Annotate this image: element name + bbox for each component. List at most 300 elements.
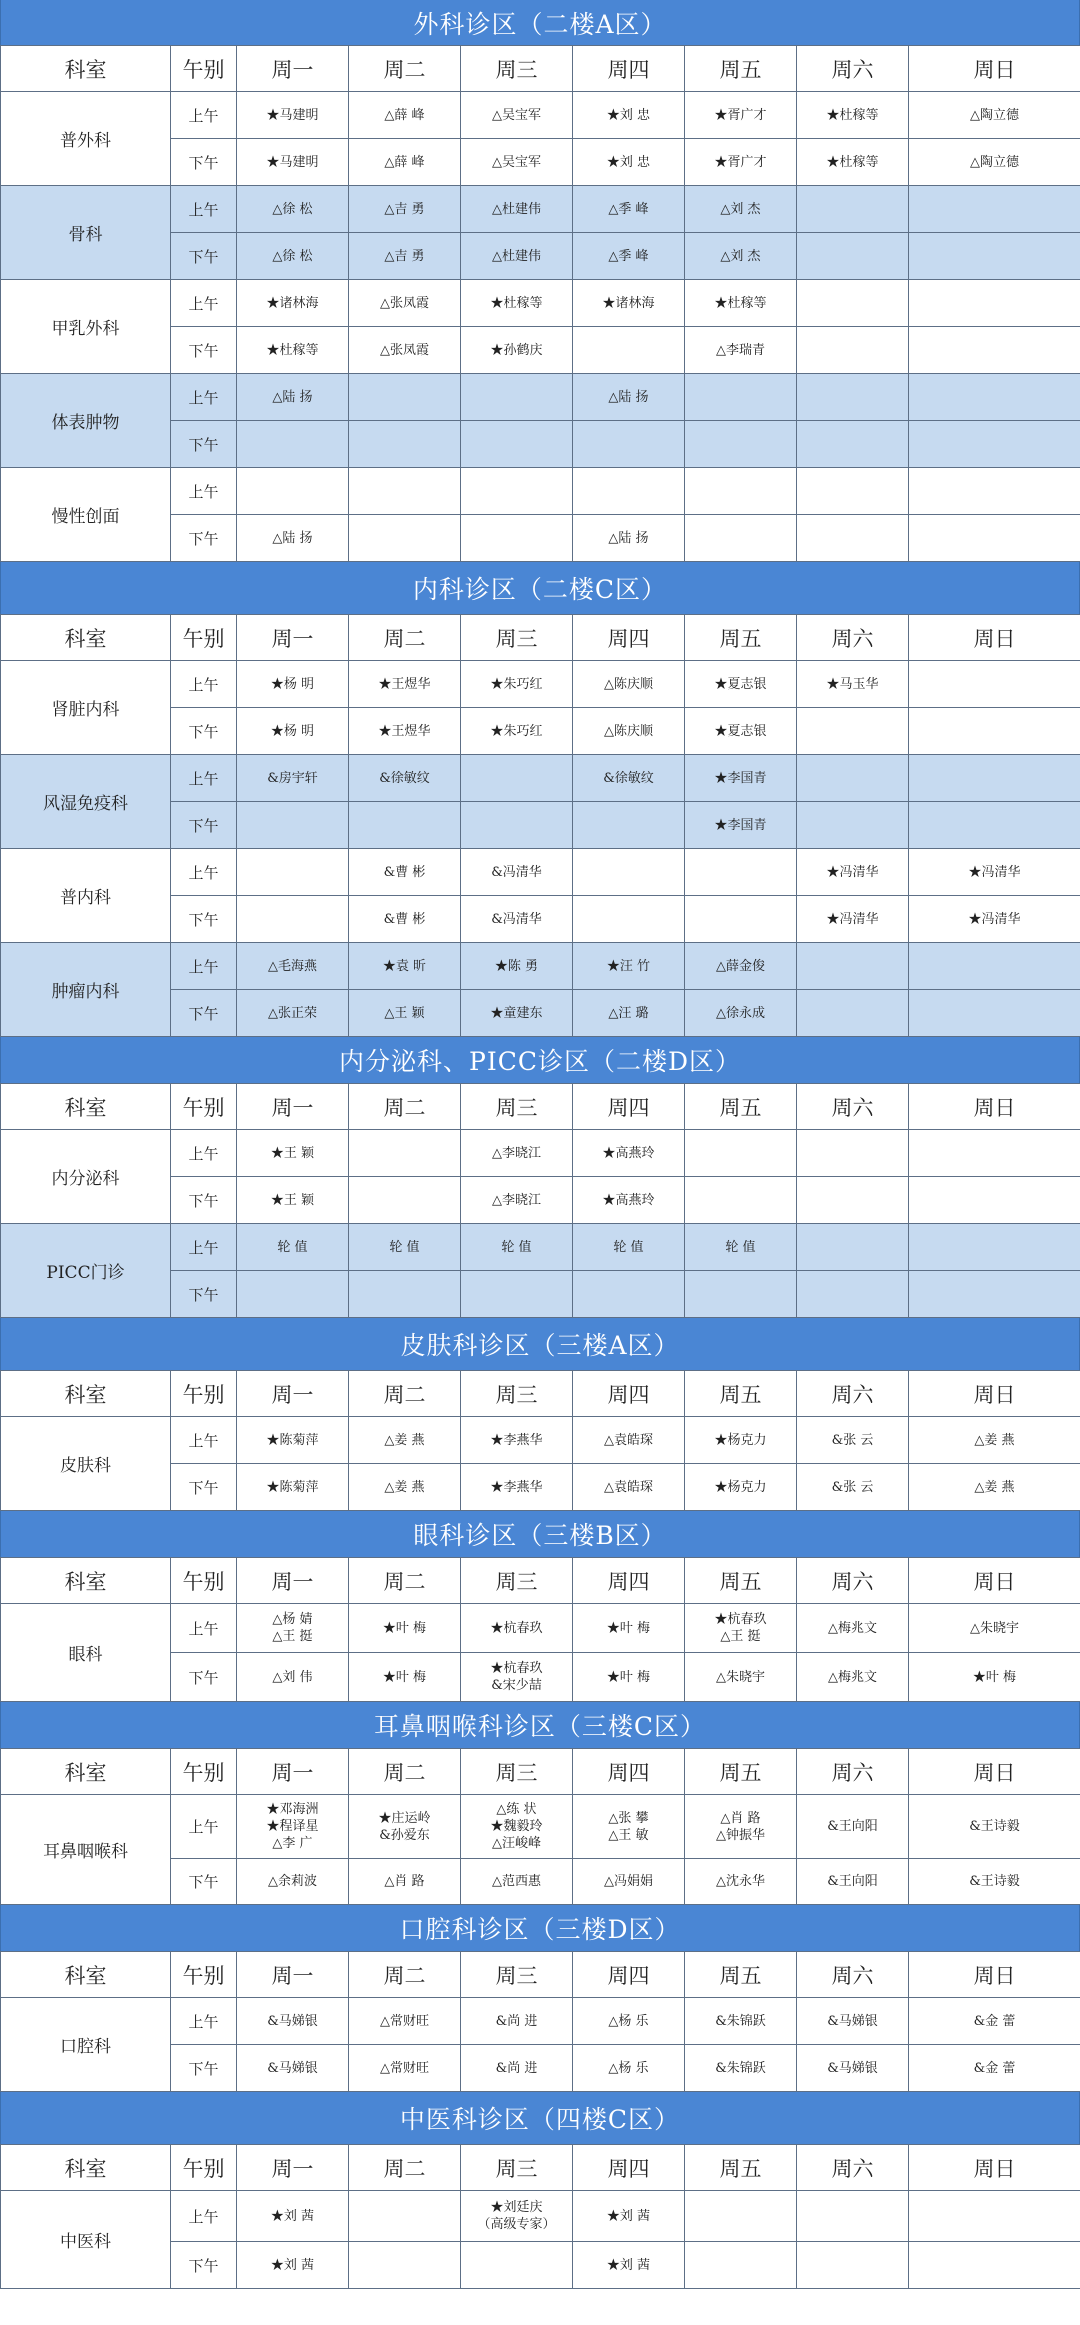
clinic-zone: [0, 1905, 1080, 2092]
doctor-cell: [797, 1604, 909, 1653]
doctor-name: &曹 彬: [383, 864, 426, 880]
doctor-cell: [797, 802, 909, 849]
department-name: 肿瘤内科: [1, 943, 171, 1037]
doctor-cell: [573, 661, 685, 708]
column-header: 周二: [349, 1084, 461, 1130]
doctor-cell: [573, 280, 685, 327]
column-header: 周五: [685, 1749, 797, 1795]
column-header: 周一: [237, 46, 349, 92]
doctor-name: △徐永成: [716, 1005, 765, 1021]
period-label: 上午: [171, 849, 237, 896]
doctor-cell: [349, 233, 461, 280]
doctor-cell: [349, 1604, 461, 1653]
period-label: 上午: [171, 92, 237, 139]
doctor-name: △陆 扬: [608, 389, 649, 405]
doctor-name: &冯清华: [491, 864, 542, 880]
doctor-cell: [573, 327, 685, 374]
doctor-cell: [909, 1417, 1080, 1464]
doctor-cell: [237, 1604, 349, 1653]
doctor-cell: [461, 233, 573, 280]
department-name: 耳鼻咽喉科: [1, 1795, 171, 1905]
column-header: 午别: [171, 1952, 237, 1998]
column-header: 周二: [349, 46, 461, 92]
doctor-name: △李晓江: [492, 1192, 541, 1208]
table-row: [1, 92, 1080, 139]
column-header: 午别: [171, 615, 237, 661]
doctor-name: △刘 伟: [272, 1669, 313, 1685]
doctor-cell: [685, 708, 797, 755]
column-header: 周五: [685, 615, 797, 661]
doctor-name: △余莉波: [268, 1874, 317, 1889]
doctor-name: ★杜稼等: [266, 342, 319, 358]
doctor-cell: [237, 468, 349, 515]
doctor-cell: [237, 1998, 349, 2045]
doctor-name: ★冯清华: [968, 864, 1021, 880]
doctor-name: △陈庆顺: [604, 676, 653, 692]
doctor-name: ★李国青: [714, 817, 767, 833]
doctor-name: ★杭春玖: [714, 1612, 767, 1627]
table-row: [1, 849, 1080, 896]
doctor-cell: [237, 708, 349, 755]
column-header: 周二: [349, 1952, 461, 1998]
column-header: 周一: [237, 615, 349, 661]
doctor-cell: [909, 2242, 1080, 2289]
doctor-cell: [573, 1998, 685, 2045]
column-header: 周四: [573, 1952, 685, 1998]
doctor-name: △朱晓宇: [970, 1620, 1019, 1636]
doctor-cell: [685, 943, 797, 990]
doctor-name: △常财旺: [380, 2060, 429, 2076]
header-row: [1, 1749, 1080, 1795]
doctor-cell: [685, 468, 797, 515]
doctor-name: △杨 乐: [608, 2060, 649, 2076]
doctor-cell: [237, 421, 349, 468]
doctor-cell: [685, 1604, 797, 1653]
doctor-name: △杨 婧: [272, 1612, 313, 1627]
doctor-cell: [909, 1271, 1080, 1318]
doctor-cell: [461, 1859, 573, 1905]
doctor-name: ★叶 梅: [606, 1620, 651, 1636]
doctor-cell: [797, 1417, 909, 1464]
doctor-cell: [909, 1130, 1080, 1177]
doctor-name: ★叶 梅: [382, 1620, 427, 1636]
table-row: [1, 1130, 1080, 1177]
doctor-cell: [797, 515, 909, 562]
doctor-cell: [797, 1271, 909, 1318]
doctor-cell: [349, 849, 461, 896]
doctor-name: &冯清华: [491, 911, 542, 927]
doctor-name: 轮 值: [277, 1239, 308, 1255]
doctor-cell: [797, 468, 909, 515]
column-header: 周二: [349, 2145, 461, 2191]
doctor-name: ★王煜华: [378, 723, 431, 739]
doctor-name: ★叶 梅: [972, 1669, 1017, 1685]
period-label: 上午: [171, 1417, 237, 1464]
table-row: [1, 374, 1080, 421]
period-label: 上午: [171, 943, 237, 990]
column-header: 午别: [171, 1749, 237, 1795]
doctor-name: &王向阳: [827, 1874, 878, 1889]
column-header: 周一: [237, 1371, 349, 1417]
doctor-name: ★杨 明: [270, 676, 315, 692]
doctor-name: △王 挺: [720, 1629, 761, 1644]
doctor-cell: [685, 1859, 797, 1905]
doctor-cell: [461, 1653, 573, 1702]
doctor-name: &曹 彬: [383, 911, 426, 927]
column-header: 周日: [909, 615, 1080, 661]
doctor-name: ★马建明: [266, 107, 319, 123]
doctor-cell: [237, 943, 349, 990]
doctor-cell: [461, 849, 573, 896]
doctor-cell: [349, 92, 461, 139]
column-header: 周三: [461, 1084, 573, 1130]
doctor-name: &张 云: [831, 1479, 874, 1495]
doctor-cell: [237, 1130, 349, 1177]
doctor-cell: [461, 327, 573, 374]
doctor-cell: [237, 1177, 349, 1224]
doctor-cell: [237, 515, 349, 562]
column-header: 周六: [797, 615, 909, 661]
doctor-cell: [349, 1795, 461, 1859]
doctor-cell: [237, 1271, 349, 1318]
zone-title: 耳鼻咽喉科诊区（三楼C区）: [0, 1702, 1080, 1748]
doctor-cell: [797, 1177, 909, 1224]
doctor-name: △李瑞青: [716, 342, 765, 358]
period-label: 上午: [171, 1998, 237, 2045]
table-row: [1, 755, 1080, 802]
doctor-name: ★汪 竹: [606, 958, 651, 974]
doctor-name: △陶立德: [970, 107, 1019, 123]
doctor-name: ★李燕华: [490, 1432, 543, 1448]
doctor-cell: [461, 2191, 573, 2242]
doctor-name: △梅兆文: [828, 1620, 877, 1636]
table-row: [1, 2191, 1080, 2242]
column-header: 周四: [573, 1749, 685, 1795]
doctor-cell: [909, 1998, 1080, 2045]
doctor-cell: [349, 280, 461, 327]
period-label: 下午: [171, 421, 237, 468]
doctor-cell: [797, 1464, 909, 1511]
column-header: 周日: [909, 1558, 1080, 1604]
period-label: 上午: [171, 755, 237, 802]
column-header: 周三: [461, 1952, 573, 1998]
doctor-cell: [461, 515, 573, 562]
doctor-cell: [349, 1859, 461, 1905]
table-row: [1, 468, 1080, 515]
doctor-name: △杨 乐: [608, 2013, 649, 2029]
doctor-cell: [909, 990, 1080, 1037]
doctor-cell: [685, 1130, 797, 1177]
doctor-cell: [349, 421, 461, 468]
period-label: 下午: [171, 896, 237, 943]
doctor-cell: [349, 1224, 461, 1271]
doctor-cell: [573, 374, 685, 421]
doctor-name: △肖 路: [384, 1874, 425, 1889]
doctor-cell: [909, 280, 1080, 327]
zone-title: 皮肤科诊区（三楼A区）: [0, 1318, 1080, 1370]
column-header: 周日: [909, 1371, 1080, 1417]
doctor-name: △陆 扬: [272, 389, 313, 405]
doctor-cell: [349, 1271, 461, 1318]
doctor-cell: [349, 1130, 461, 1177]
period-label: 上午: [171, 1130, 237, 1177]
doctor-cell: [237, 139, 349, 186]
doctor-name: △袁皓琛: [604, 1432, 653, 1448]
doctor-name: &王诗毅: [969, 1819, 1020, 1834]
doctor-cell: [349, 1417, 461, 1464]
doctor-cell: [909, 802, 1080, 849]
doctor-cell: [237, 2045, 349, 2092]
doctor-name: △陆 扬: [272, 530, 313, 546]
doctor-name: ★陈 勇: [494, 958, 539, 974]
doctor-name: ★刘 茜: [606, 2208, 651, 2224]
doctor-cell: [461, 755, 573, 802]
doctor-name: △杜建伟: [492, 248, 541, 264]
doctor-cell: [573, 1271, 685, 1318]
doctor-name: ★李燕华: [490, 1479, 543, 1495]
doctor-name: ★刘 茜: [270, 2257, 315, 2273]
doctor-name: △吉 勇: [384, 201, 425, 217]
column-header: 周六: [797, 1084, 909, 1130]
doctor-cell: [909, 1604, 1080, 1653]
column-header: 科室: [1, 615, 171, 661]
doctor-cell: [797, 896, 909, 943]
doctor-name: &尚 进: [495, 2060, 538, 2076]
column-header: 周五: [685, 1084, 797, 1130]
period-label: 下午: [171, 2242, 237, 2289]
doctor-cell: [573, 92, 685, 139]
doctor-cell: [237, 280, 349, 327]
doctor-cell: [685, 515, 797, 562]
doctor-name: △常财旺: [380, 2013, 429, 2029]
doctor-name: △季 峰: [608, 201, 649, 217]
doctor-cell: [685, 1224, 797, 1271]
department-name: 体表肿物: [1, 374, 171, 468]
doctor-cell: [349, 990, 461, 1037]
doctor-name: ★李国青: [714, 770, 767, 786]
department-name: 普外科: [1, 92, 171, 186]
doctor-name: &张 云: [831, 1432, 874, 1448]
doctor-name: 轮 值: [613, 1239, 644, 1255]
zone-title: 眼科诊区（三楼B区）: [0, 1511, 1080, 1557]
doctor-name: ★冯清华: [826, 864, 879, 880]
column-header: 周六: [797, 2145, 909, 2191]
doctor-cell: [797, 233, 909, 280]
clinic-zone: [0, 0, 1080, 562]
doctor-cell: [909, 755, 1080, 802]
doctor-cell: [461, 661, 573, 708]
doctor-name: &马娣银: [827, 2060, 878, 2076]
doctor-name: &王诗毅: [969, 1874, 1020, 1889]
doctor-name: ★袁 昕: [382, 958, 427, 974]
doctor-cell: [797, 1998, 909, 2045]
doctor-cell: [797, 327, 909, 374]
doctor-cell: [237, 2191, 349, 2242]
doctor-name: ★孙鹤庆: [490, 342, 543, 358]
doctor-name: ★魏毅玲: [490, 1819, 543, 1834]
column-header: 周六: [797, 1952, 909, 1998]
doctor-name: △吴宝军: [492, 107, 541, 123]
column-header: 科室: [1, 1749, 171, 1795]
period-label: 上午: [171, 186, 237, 233]
doctor-cell: [797, 1653, 909, 1702]
doctor-cell: [461, 896, 573, 943]
doctor-cell: [461, 139, 573, 186]
clinic-zone: [0, 1037, 1080, 1318]
doctor-cell: [797, 2191, 909, 2242]
doctor-name: △吉 勇: [384, 248, 425, 264]
column-header: 周一: [237, 1952, 349, 1998]
doctor-name: &金 蕾: [973, 2060, 1016, 2076]
doctor-cell: [461, 1130, 573, 1177]
doctor-cell: [237, 1417, 349, 1464]
doctor-cell: [237, 233, 349, 280]
doctor-cell: [909, 1224, 1080, 1271]
doctor-cell: [461, 421, 573, 468]
column-header: 周五: [685, 1558, 797, 1604]
doctor-cell: [573, 802, 685, 849]
doctor-name: ★杜稼等: [490, 295, 543, 311]
doctor-cell: [461, 374, 573, 421]
doctor-cell: [573, 1795, 685, 1859]
doctor-cell: [461, 1998, 573, 2045]
doctor-cell: [237, 1795, 349, 1859]
doctor-cell: [685, 2191, 797, 2242]
doctor-cell: [797, 280, 909, 327]
doctor-cell: [237, 661, 349, 708]
schedule-table: [0, 1370, 1080, 1511]
doctor-name: ★杜稼等: [826, 107, 879, 123]
header-row: [1, 1371, 1080, 1417]
doctor-name: △刘 杰: [720, 201, 761, 217]
doctor-name: △张凤霞: [380, 295, 429, 311]
doctor-name: △练 状: [496, 1802, 537, 1817]
doctor-cell: [909, 1859, 1080, 1905]
header-row: [1, 1558, 1080, 1604]
column-header: 周一: [237, 1749, 349, 1795]
table-row: [1, 943, 1080, 990]
doctor-cell: [573, 2242, 685, 2289]
doctor-cell: [461, 1464, 573, 1511]
doctor-cell: [909, 1653, 1080, 1702]
doctor-cell: [573, 1653, 685, 1702]
header-row: [1, 1952, 1080, 1998]
doctor-name: ★诸林海: [602, 295, 655, 311]
doctor-name: &马娣银: [267, 2060, 318, 2076]
column-header: 周一: [237, 1558, 349, 1604]
doctor-name: △王 挺: [272, 1629, 313, 1644]
doctor-cell: [461, 92, 573, 139]
doctor-cell: [685, 374, 797, 421]
schedule-table: [0, 1083, 1080, 1318]
doctor-cell: [349, 755, 461, 802]
doctor-cell: [909, 1464, 1080, 1511]
doctor-name: △张 攀: [608, 1810, 649, 1826]
column-header: 周三: [461, 615, 573, 661]
doctor-cell: [909, 2191, 1080, 2242]
period-label: 下午: [171, 515, 237, 562]
column-header: 周日: [909, 46, 1080, 92]
doctor-name: ★王 颖: [270, 1145, 315, 1161]
doctor-cell: [909, 661, 1080, 708]
zone-title: 内分泌科、PICC诊区（二楼D区）: [0, 1037, 1080, 1083]
doctor-cell: [461, 1795, 573, 1859]
doctor-name: △汪 璐: [608, 1005, 649, 1021]
doctor-name: △毛海燕: [268, 958, 317, 974]
column-header: 周四: [573, 615, 685, 661]
column-header: 周三: [461, 1749, 573, 1795]
header-row: [1, 1084, 1080, 1130]
column-header: 周日: [909, 2145, 1080, 2191]
department-name: 肾脏内科: [1, 661, 171, 755]
doctor-cell: [797, 2045, 909, 2092]
doctor-cell: [685, 990, 797, 1037]
doctor-cell: [797, 1224, 909, 1271]
table-row: [1, 1795, 1080, 1859]
doctor-name: ★马建明: [266, 154, 319, 170]
clinic-zone: [0, 1318, 1080, 1511]
doctor-name: ★叶 梅: [606, 1669, 651, 1685]
doctor-name: ★陈菊萍: [266, 1432, 319, 1448]
doctor-name: △张正荣: [268, 1005, 317, 1021]
doctor-cell: [573, 896, 685, 943]
column-header: 周四: [573, 2145, 685, 2191]
doctor-cell: [685, 661, 797, 708]
doctor-cell: [797, 943, 909, 990]
doctor-name: △薛 峰: [384, 154, 425, 170]
period-label: 下午: [171, 990, 237, 1037]
period-label: 下午: [171, 1859, 237, 1905]
doctor-name: 轮 值: [389, 1239, 420, 1255]
doctor-cell: [909, 849, 1080, 896]
doctor-cell: [685, 755, 797, 802]
doctor-name: ★王煜华: [378, 676, 431, 692]
period-label: 下午: [171, 802, 237, 849]
schedule-table: [0, 614, 1080, 1037]
doctor-name: ★杨 明: [270, 723, 315, 739]
doctor-name: △姜 燕: [974, 1479, 1015, 1495]
doctor-cell: [237, 92, 349, 139]
doctor-name: △吴宝军: [492, 154, 541, 170]
column-header: 科室: [1, 1952, 171, 1998]
doctor-cell: [349, 708, 461, 755]
doctor-name: △冯娟娟: [604, 1874, 653, 1889]
doctor-cell: [461, 1604, 573, 1653]
doctor-cell: [797, 755, 909, 802]
column-header: 周日: [909, 1749, 1080, 1795]
schedule-table: [0, 1557, 1080, 1702]
doctor-name: △刘 杰: [720, 248, 761, 264]
clinic-zone: [0, 562, 1080, 1037]
doctor-name: &金 蕾: [973, 2013, 1016, 2029]
period-label: 下午: [171, 1271, 237, 1318]
doctor-cell: [461, 1417, 573, 1464]
doctor-name: ★杭春玖: [490, 1620, 543, 1636]
doctor-cell: [797, 186, 909, 233]
doctor-cell: [349, 186, 461, 233]
doctor-name: △陶立德: [970, 154, 1019, 170]
doctor-cell: [461, 802, 573, 849]
column-header: 周一: [237, 1084, 349, 1130]
doctor-name: ★冯清华: [826, 911, 879, 927]
doctor-cell: [461, 1177, 573, 1224]
doctor-name: △李 广: [272, 1836, 313, 1851]
doctor-cell: [909, 1795, 1080, 1859]
doctor-name: &朱锦跃: [715, 2060, 766, 2076]
column-header: 周日: [909, 1952, 1080, 1998]
doctor-cell: [573, 186, 685, 233]
doctor-cell: [237, 1859, 349, 1905]
